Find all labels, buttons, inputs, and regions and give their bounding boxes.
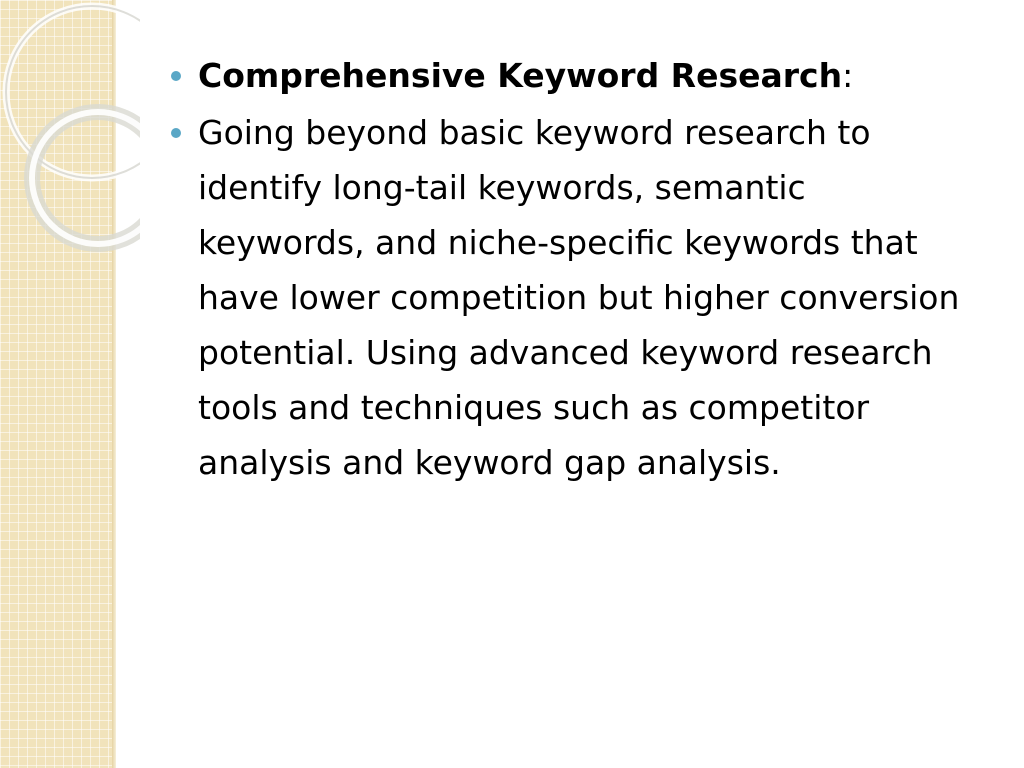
heading-suffix: : [842, 56, 854, 95]
bullet-dot-icon [171, 128, 181, 138]
body-text: Going beyond basic keyword research to identify long-tail keywords, semantic keywords, and niche-specific keywords that have lower competition but higher conversion potential. Using advanced keyword research tools and techniques such as competitor analysis and keyword gap analysis. [198, 113, 960, 482]
decorative-rings [0, 0, 140, 260]
heading-text: Comprehensive Keyword Research [198, 56, 843, 95]
slide-content [168, 48, 968, 492]
bullet-heading [168, 48, 968, 103]
bullet-list [168, 48, 968, 490]
bullet-body [168, 105, 968, 490]
bullet-dot-icon [171, 71, 181, 81]
